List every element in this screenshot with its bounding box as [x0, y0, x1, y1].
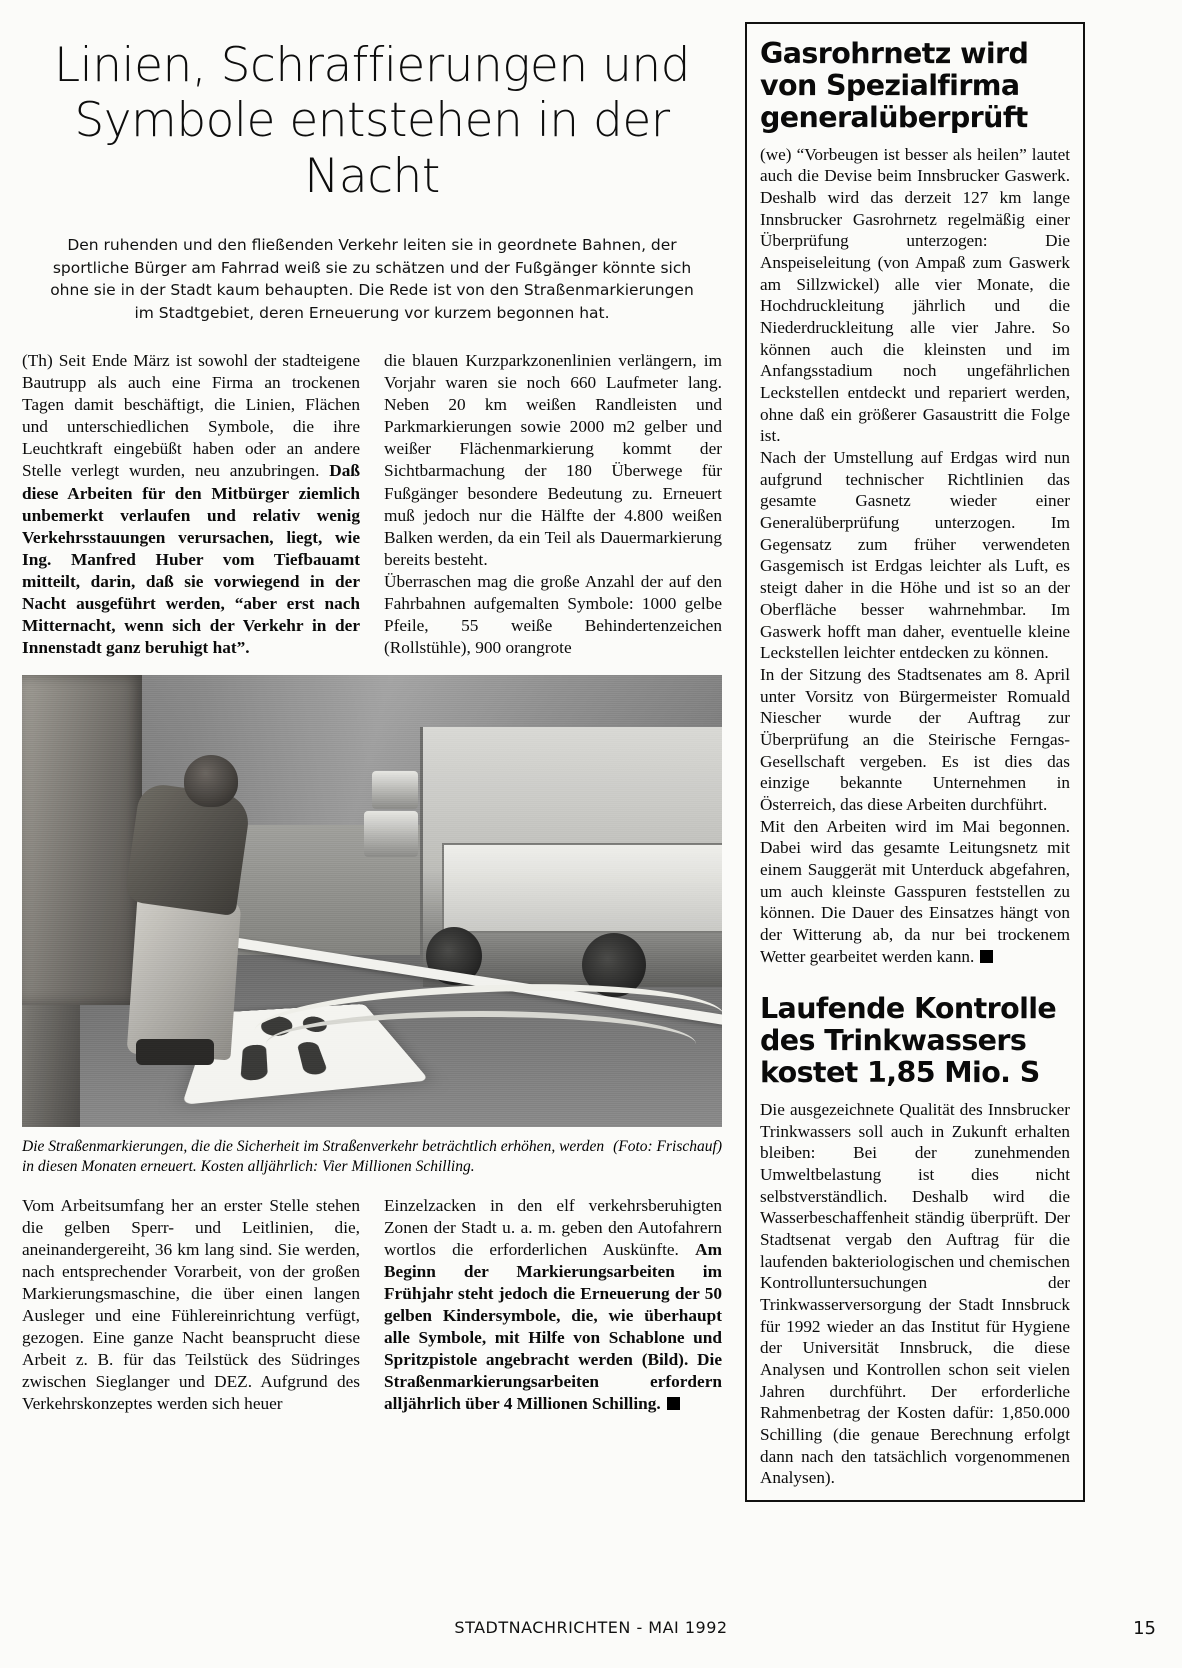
end-mark-icon — [980, 950, 993, 963]
sidebar — [745, 22, 1085, 1502]
sidebar-a1-p4-text: Mit den Arbeiten wird im Mai begonnen. Dabei wird das gesamte Leitungsnetz mit einem Sauggerät mit Unterduck abgefahren, um auch kleinste Gasspuren feststellen zu können. Die Dauer des Einsatzes hängt von der Witterung ab, da nur bei trockenem Wetter gearbeitet werden kann. — [760, 816, 1070, 966]
photo-credit: (Foto: Frischauf) — [613, 1137, 722, 1155]
photo-grain — [22, 675, 722, 1127]
photo-caption-text: Die Straßenmarkierungen, die die Sicherheit im Straßenverkehr beträchtlich erhöhen, werden in diesen Monaten erneuert. Kosten alljährlich: Vier Millionen Schilling. — [22, 1137, 605, 1175]
sidebar-article-1-body — [760, 144, 1070, 968]
end-mark-icon — [667, 1397, 680, 1410]
body-text-2b: Überraschen mag die große Anzahl der auf den Fahrbahnen aufgemalten Symbole: 1000 gelbe Pfeile, 55 weiße Behindertenzeichen (Rollstühle), 900 orangrote — [384, 571, 722, 657]
main-article — [22, 24, 722, 1415]
sidebar-a1-p2: Nach der Umstellung auf Erdgas wird nun aufgrund technischer Richtlinien das gesamte Gasnetz wieder einer Generalüberprüfung unterzogen. Im Gegensatz zum früher verwendeten Gasgemisch ist Erdgas leichter als Luft, es steigt daher in die Höhe und ist so an der Oberfläche besser wahrnehmbar. Im Gaswerk hofft man daher, eventuelle kleine Leckstellen leichter entdecken zu können. — [760, 448, 1070, 663]
page-title: Linien, Schraffierungen und Symbole entstehen in der Nacht — [54, 38, 690, 204]
footer-publication: STADTNACHRICHTEN - MAI 1992 — [454, 1618, 728, 1637]
body-column-2 — [384, 350, 722, 659]
sidebar-article-2-title: Laufende Kontrolle des Trinkwassers kostet 1,85 Mio. S — [760, 992, 1057, 1090]
body-text-3: Vom Arbeitsumfang her an erster Stelle stehen die gelben Sperr- und Leitlinien, die, aneinandergereiht, 36 km lang sind. Sie werden, nach entsprechender Vorarbeit, von der großen Markierungsmaschine, die über einen langen Ausleger und eine Fühlereinrichtung verfügt, gezogen. Eine ganze Nacht beansprucht diese Arbeit z. B. für das Teilstück des Südringes zwischen Sieglanger und DEZ. Aufgrund des Verkehrskonzeptes werden sich heuer — [22, 1195, 360, 1413]
sidebar-a1-p3: In der Sitzung des Stadtsenates am 8. April unter Vorsitz von Bürgermeister Romuald Niescher wurde der Auftrag zur Überprüfung an die Steirische Ferngas-Gesellschaft vergeben. Es ist dies das einzige bekannte Unternehmen in Österreich, das diese Arbeiten durchführt. — [760, 664, 1070, 814]
article-photo — [22, 675, 722, 1127]
body-text-1b: Daß diese Arbeiten für den Mitbürger ziemlich unbemerkt verlaufen und relativ wenig Verkehrsstauungen verursachen, liegt, wie Ing. Manfred Huber vom Tiefbauamt mitteilt, darin, daß sie vorwiegend in der Nacht ausgeführt werden, “aber erst nach Mitternacht, wenn sich der Verkehr in der Innenstadt ganz beruhigt hat”. — [22, 461, 360, 657]
body-column-1 — [22, 350, 360, 659]
sidebar-a1-p1: (we) “Vorbeugen ist besser als heilen” lautet auch die Devise beim Innsbrucker Gaswerk. Deshalb wird das derzeit 127 km lange Innsbrucker Gasrohrnetz regelmäßig einer Überprüfung unterzogen: Die Anspeiseleitung (von Ampaß zum Gaswerk am Sillzwickel) alle vier Monate, die Hochdruckleitung jährlich und die Niederdruckleitung alle vier Jahre. So können auch die kleinsten und im Anfangsstadium noch ungefährlichen Leckstellen entdeckt und repariert werden, ohne daß ein größerer Gasaustritt die Folge ist. — [760, 144, 1070, 446]
sidebar-a2-p1: Die ausgezeichnete Qualität des Innsbrucker Trinkwassers soll auch in Zukunft erhalten bleiben: Bei der zunehmenden Umweltbelastung ist dies nicht selbstverständlich. Deshalb wird die Wasserbeschaffenheit ständig überprüft. Der Stadtsenat vergab den Auftrag für die laufenden bakteriologischen und chemischen Kontrolluntersuchungen der Trinkwasserversorgung der Stadt Innsbruck für 1992 wieder an das Institut für Hygiene der Universität Innsbruck, die diese Analysen und Kontrollen schon seit vielen Jahren durchführt. Der erforderliche Rahmenbetrag der Kosten dafür: 1,850.000 Schilling (die genaue Berechnung erfolgt dann nach den tatsächlich vorgenommenen Analysen). — [760, 1099, 1070, 1488]
photo-caption — [22, 1137, 722, 1177]
sidebar-article-2-body — [760, 1099, 1070, 1489]
body-text-4a: Einzelzacken in den elf verkehrsberuhigten Zonen der Stadt u. a. m. geben den Autofahrern wortlos die erforderlichen Auskünfte. — [384, 1195, 722, 1259]
page-footer — [0, 1618, 1182, 1642]
body-column-4 — [384, 1195, 722, 1415]
body-text-2a: die blauen Kurzparkzonenlinien verlängern, im Vorjahr waren sie noch 660 Laufmeter lang. Neben 20 km weißen Randleisten und Parkmarkierungen sowie 2000 m2 gelber und weißer Flächenmarkierung kommt der Sichtbarmachung der 180 Überwege für Fußgänger besondere Bedeutung zu. Erneuert muß jedoch nur die Hälfte der 4.800 weißen Balken werden, da ein Teil als Dauermarkierung bereits besteht. — [384, 351, 722, 569]
article-body-upper — [22, 350, 722, 659]
article-standfirst: Den ruhenden und den fließenden Verkehr leiten sie in geordnete Bahnen, der sportliche Bürger am Fahrrad weiß sie zu schätzen und der Fußgänger könnte sich ohne sie in der Stadt kaum behaupten. Die Rede ist von den Straßenmarkierungen im Stadtgebiet, deren Erneuerung vor kurzem begonnen hat. — [50, 236, 694, 322]
body-column-3 — [22, 1195, 360, 1415]
article-body-lower — [22, 1195, 722, 1415]
photo-image — [22, 675, 722, 1127]
body-text-1a: (Th) Seit Ende März ist sowohl der stadteigene Bautrupp als auch eine Firma an trockenen Tagen damit beschäftigt, die Linien, Flächen und unterschiedlichen Symbole, die ihre Leuchtkraft eingebüßt haben oder an andere Stelle verlegt wurden, neu anzubringen. — [22, 351, 360, 481]
body-text-4b: Am Beginn der Markierungsarbeiten im Frühjahr steht jedoch die Erneuerung der 50 gelben Kindersymbole, die, wie überhaupt alle Symbole, mit Hilfe von Schablone und Spritzpistole angebracht werden (Bild). Die Straßenmarkierungsarbeiten erfordern alljährlich über 4 Millionen Schilling. — [384, 1239, 722, 1413]
sidebar-a1-p4 — [760, 816, 1070, 968]
footer-page-number: 15 — [1133, 1618, 1156, 1639]
sidebar-article-1-title: Gasrohrnetz wird von Spezialfirma generalüberprüft — [760, 37, 1029, 134]
